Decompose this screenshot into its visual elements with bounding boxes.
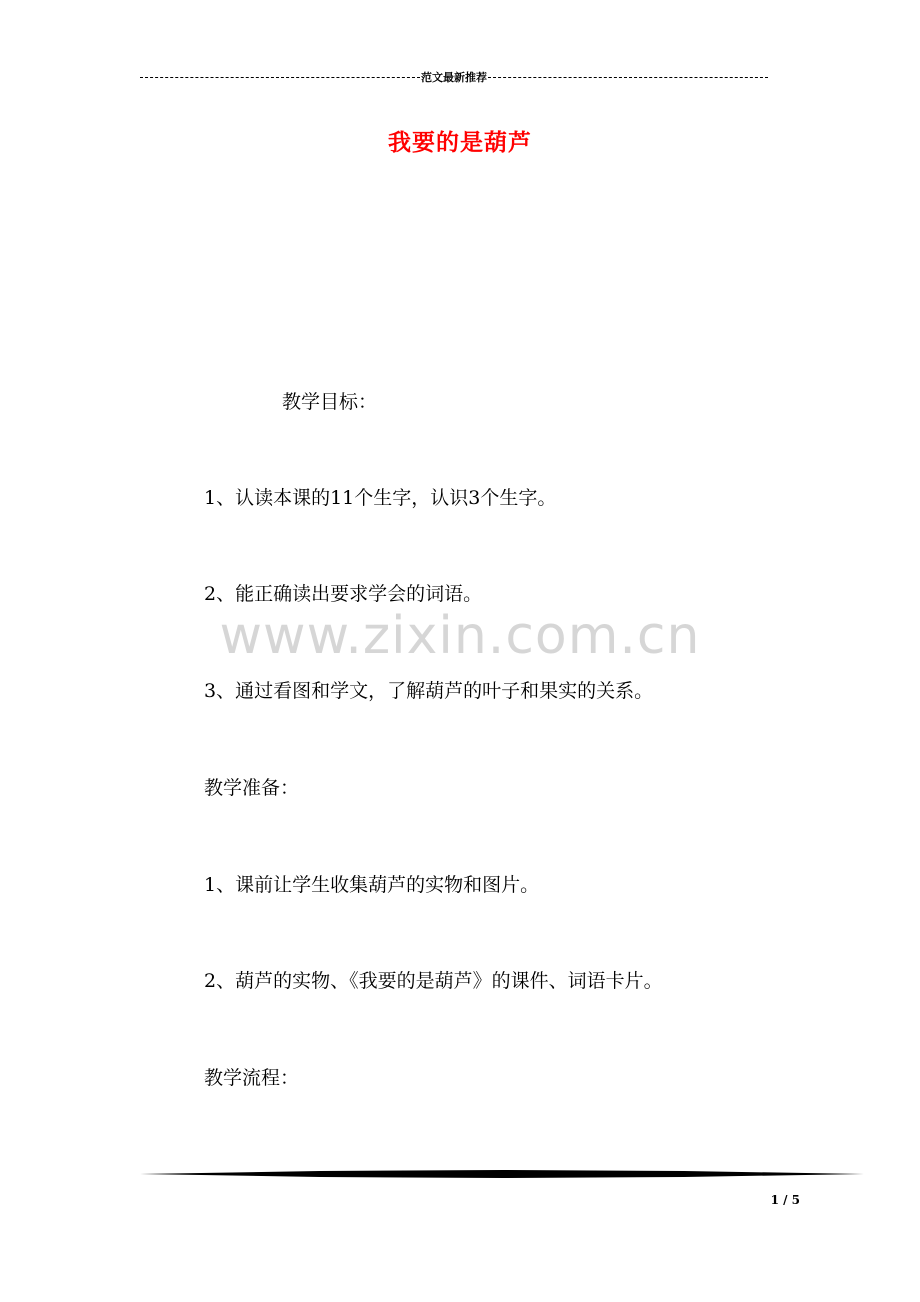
objective-item-3: 3、通过看图和学文，了解葫芦的叶子和果实的关系。 <box>204 680 654 702</box>
objective-item-1: 1、认读本课的11个生字，认识3个生字。 <box>204 487 557 509</box>
section-heading-objectives: 教学目标： <box>282 391 378 413</box>
objective-item-2: 2、能正确读出要求学会的词语。 <box>204 583 483 605</box>
document-title: 我要的是葫芦 <box>388 129 532 156</box>
page-number: 1 / 5 <box>770 1193 800 1207</box>
preparation-item-2: 2、葫芦的实物、《我要的是葫芦》的课件、词语卡片。 <box>204 970 663 992</box>
header-label: 范文最新推荐 <box>421 71 487 84</box>
preparation-item-1: 1、课前让学生收集葫芦的实物和图片。 <box>204 874 540 896</box>
footer-rule <box>140 1170 864 1178</box>
header-dash-left <box>140 77 420 78</box>
header-dash-right <box>488 77 768 78</box>
page-header <box>140 68 768 86</box>
section-heading-process: 教学流程： <box>204 1067 300 1089</box>
watermark-text: www.zixin.com.cn <box>219 606 701 666</box>
section-heading-preparation: 教学准备： <box>204 777 300 799</box>
